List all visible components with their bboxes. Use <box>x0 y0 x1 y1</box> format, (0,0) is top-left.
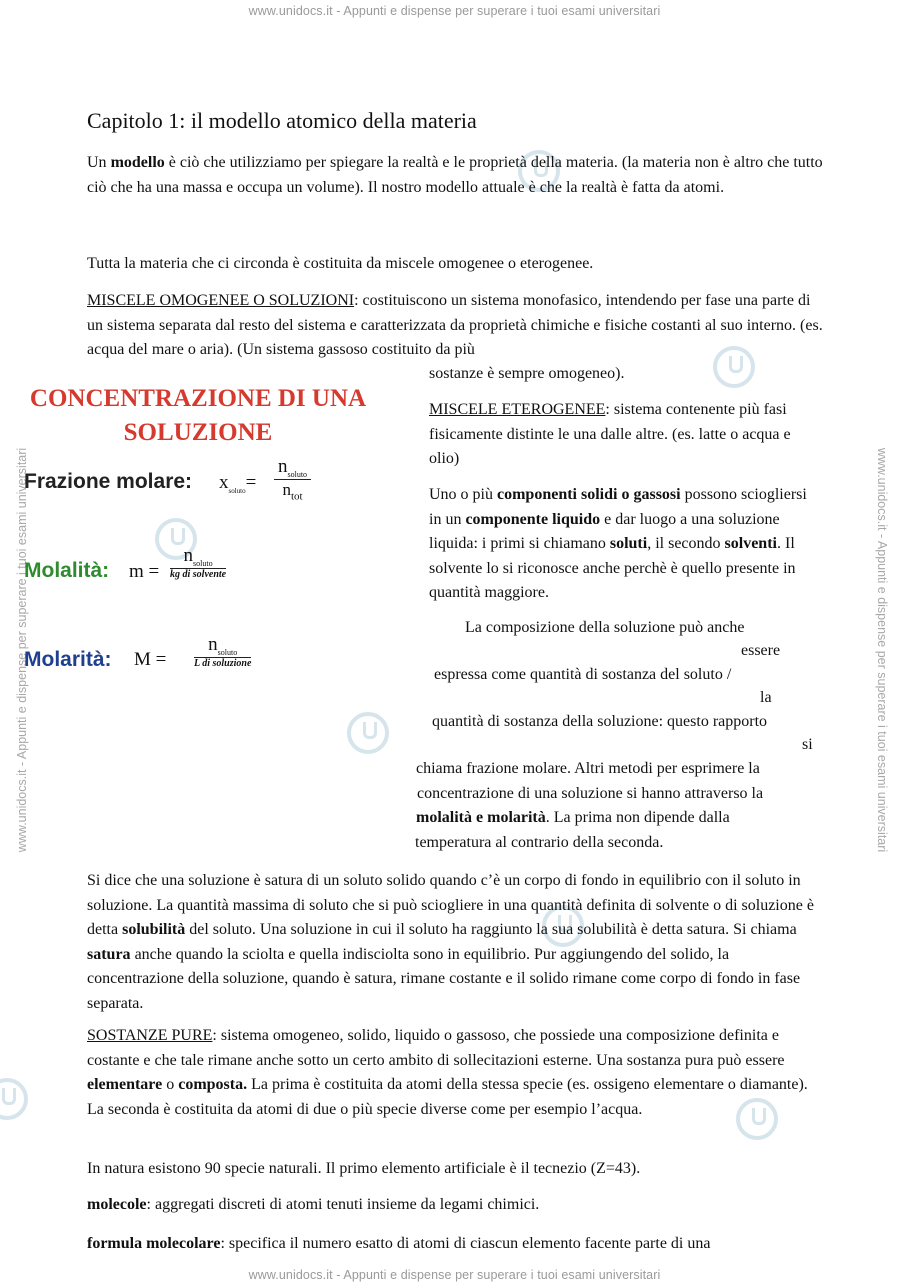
paragraph-natura: In natura esistono 90 specie naturali. Il primo elemento artificiale è il tecnezio (Z=43). <box>87 1160 641 1177</box>
frazione-molare-label: Frazione molare: <box>24 470 193 493</box>
molarita-fraction: $n_{soluto}$ L di soluzione <box>194 634 252 669</box>
paragraph-molecole: molecole: aggregati discreti di atomi tenuti insieme da legami chimici. <box>87 1196 540 1213</box>
molarita-label: Molarità: <box>24 648 112 671</box>
page-title: Capitolo 1: il modello atomico della materia <box>87 108 477 133</box>
concentration-figure <box>12 378 384 688</box>
watermark-logo-icon <box>0 1078 28 1120</box>
term-eterogenee: MISCELE ETEROGENEE <box>429 401 606 418</box>
paragraph-materia: Tutta la materia che ci circonda è costituita da miscele omogenee o eterogenee. <box>87 255 594 272</box>
footer-watermark: www.unidocs.it - Appunti e dispense per superare i tuoi esami universitari <box>248 1268 661 1282</box>
paragraph-modello: Un modello è ciò che utilizziamo per spiegare la realtà e le proprietà della materia. (la materia non è altro che tutto ciò che ha una massa e occupa un volume). Il nostro modello attuale è che la realtà è fatta da atomi. <box>87 154 823 196</box>
molarita-M: M = <box>134 649 167 670</box>
term-sostanze-pure: SOSTANZE PURE <box>87 1027 213 1044</box>
molalita-label: Molalità: <box>24 559 110 582</box>
paragraph-formula: formula molecolare: specifica il numero esatto di atomi di ciascun elemento facente parte di una <box>87 1235 711 1252</box>
paragraph-omogenee: MISCELE OMOGENEE O SOLUZIONI: costituiscono un sistema monofasico, intendendo per fase una parte di un sistema separata dal resto del sistema e caratterizzata da proprietà chimiche e fisiche costanti al suo interno. (es. acqua del mare o aria). (Un sistema gassoso costituito da più <box>87 292 823 358</box>
paragraph-sostanze-pure: SOSTANZE PURE: sistema omogeneo, solido, liquido o gassoso, che possiede una composizione definita e costante e che tale rimane anche sotto un certo ambito di sollecitazioni esterne. Una sostanza pura può essere elementare o composta. La prima è costituita da atomi della stessa specie (es. ossigeno elementare o diamante). La seconda è costituita da atomi di due o più specie diverse come per esempio l’acqua. <box>87 1027 808 1118</box>
molalita-fraction: $n_{soluto}$ kg di solvente <box>170 545 227 580</box>
paragraph-satura: Si dice che una soluzione è satura di un soluto solido quando c’è un corpo di fondo in equilibrio con il soluto in soluzione. La quantità massima di soluto che si può sciogliere in una quantità definita di solvente o di soluzione è detta solubilità del soluto. Una soluzione in cui il soluto ha raggiunto la sua solubilità è detta satura. Si chiama satura anche quando la sciolta e quella indisciolta sono in equilibrio. Pur aggiungendo del solido, la concentrazione della soluzione, quando è satura, rimane costante e il solido rimane come corpo di fondo in fase separata. <box>87 872 814 1012</box>
paragraph-omogenee-tail: sostanze è sempre omogeneo). <box>429 365 625 382</box>
left-side-watermark: www.unidocs.it - Appunti e dispense per superare i tuoi esami universitari <box>15 447 29 853</box>
term-omogenee: MISCELE OMOGENEE O SOLUZIONI <box>87 292 355 309</box>
header-watermark: www.unidocs.it - Appunti e dispense per superare i tuoi esami universitari <box>248 4 661 18</box>
frazione-x: $x_{soluto}=$ <box>219 472 257 495</box>
right-side-watermark: www.unidocs.it - Appunti e dispense per superare i tuoi esami universitari <box>875 447 889 853</box>
watermark-logo-icon <box>347 712 389 754</box>
figure-title: CONCENTRAZIONE DI UNA SOLUZIONE <box>29 385 367 446</box>
paragraph-eterogenee: MISCELE ETEROGENEE: sistema contenente più fasi fisicamente distinte le una dalle altre. (es. latte o acqua e olio) <box>429 401 791 467</box>
molalita-m: m = <box>129 561 160 582</box>
paragraph-componenti: Uno o più componenti solidi o gassosi possono sciogliersi in un componente liquido e dar luogo a una soluzione liquida: i primi si chiamano soluti, il secondo solventi. Il solvente lo si riconosce anche perchè è quello presente in quantità maggiore. <box>429 486 807 601</box>
frazione-fraction: $n_{soluto}$ $n_{tot}$ <box>274 456 311 502</box>
